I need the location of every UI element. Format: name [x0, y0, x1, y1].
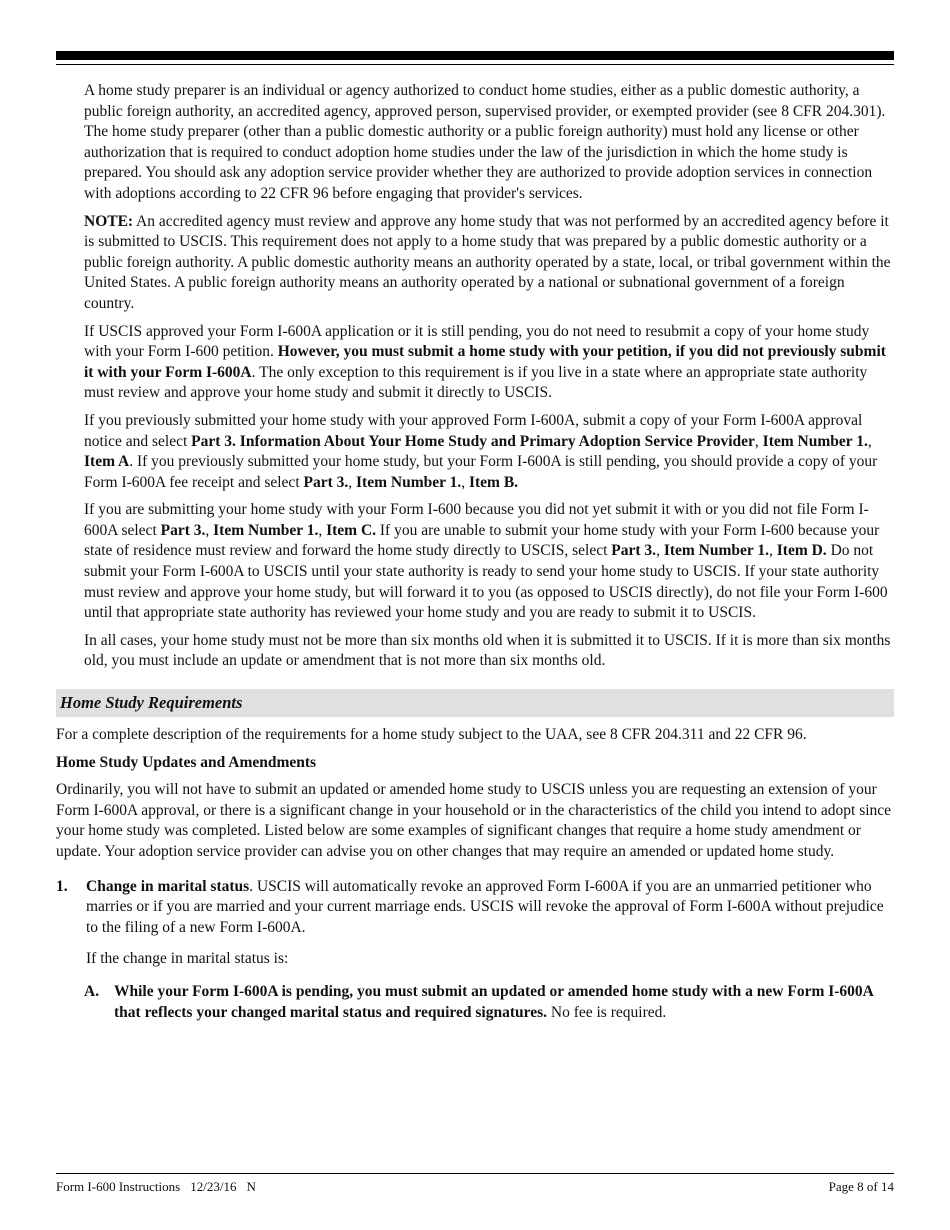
- list-item-marital-status: [56, 877, 894, 970]
- list-item-body: Change in marital status. USCIS will automatically revoke an approved Form I-600A if you are an unmarried petitioner who marries or if you are married and your current marriage ends. USCIS will revoke the approval of Form I-600A without prejudice to the filing of a new Form I-600A. If the change in marital status is:: [86, 877, 894, 970]
- sub-item-letter: A.: [84, 982, 100, 1000]
- paragraph-note: NOTE: An accredited agency must review and approve any home study that was not performed by an accredited agency before it is submitted to USCIS. This requirement does not apply to a home study that was prepared by a public domestic authority or a public foreign authority. A public domestic authority means an authority operated by a state, local, or tribal government within the United States. A public foreign authority means an authority operated by a national or subnational government of a foreign country.: [84, 212, 891, 312]
- intro-section: [56, 81, 894, 672]
- section-title-home-study-requirements: Home Study Requirements: [56, 689, 894, 717]
- header-bar: [56, 51, 894, 60]
- list-item-title: Change in marital status: [86, 877, 250, 895]
- paragraph-home-study-preparer: A home study preparer is an individual or agency authorized to conduct home studies, either as a public domestic authority, a public foreign authority, an accredited agency, approved person, supervised provider, or exempted provider (see 8 CFR 204.301). The home study preparer (other than a public domestic authority or a public foreign authority) must hold any license or other authorization that is required to conduct adoption home studies under the law of the jurisdiction in which the home study is prepared. You should ask any adoption service provider whether they are authorized to provide adoption services in connection with adoptions according to 22 CFR 96 before engaging that provider's services.: [84, 82, 886, 202]
- list-number: 1.: [56, 877, 68, 895]
- paragraph-six-months: In all cases, your home study must not be more than six months old when it is submitted it to USCIS. If it is more than six months old, you must include an update or amendment that is not more than six months old.: [84, 631, 891, 670]
- paragraph-i600a-approved: If USCIS approved your Form I-600A application or it is still pending, you do not need to resubmit a copy of your home study with your Form I-600 petition. However, you must submit a home study with your petition, if you did not previously submit it with your Form I-600A. The only exception to this requirement is if you live in a state where an appropriate state authority must review and approve your home study and submit it directly to USCIS.: [84, 322, 886, 402]
- paragraph-updates-body: Ordinarily, you will not have to submit an updated or amended home study to USCIS unless you are requesting an extension of your Form I-600A approval, or there is a significant change in your household or in the characteristics of the child you intend to adopt since your home study was completed. Listed below are some examples of significant changes that require a home study amendment or update. Your adoption service provider can advise you on other changes that may require an amended or updated home study.: [56, 781, 892, 860]
- header-rule: [56, 64, 894, 65]
- footer-rule: [56, 1173, 894, 1174]
- paragraph-previously-submitted: If you previously submitted your home study with your approved Form I-600A, submit a copy of your Form I-600A approval notice and select Part 3. Information About Your Home Study and Primary Adoption Service Provider, Item Number 1., Item A. If you previously submitted your home study, but your Form I-600A is still pending, you should provide a copy of your Form I-600A fee receipt and select Part 3., Item Number 1., Item B.: [84, 411, 878, 491]
- footer-date: 12/23/16: [190, 1179, 237, 1194]
- section-description: For a complete description of the requirements for a home study subject to the UAA, see 8 CFR 204.311 and 22 CFR 96.: [56, 726, 807, 744]
- paragraph-submitting-with-i600: If you are submitting your home study with your Form I-600 because you did not yet submit it with or you did not file Form I-600A select Part 3., Item Number 1., Item C. If you are unable to submit your home study with your Form I-600 because your state of residence must review and forward the home study directly to USCIS, select Part 3., Item Number 1., Item D. Do not submit your Form I-600A to USCIS until your state authority is ready to send your home study to USCIS. If your state authority must review and approve your home study, but will forward it to you (as opposed to USCIS directly), do not file your Form I-600 until that appropriate state authority has reviewed your home study and you are ready to submit it to USCIS.: [84, 501, 888, 622]
- footer-edition: N: [246, 1179, 256, 1194]
- sub-item-body: While your Form I-600A is pending, you must submit an updated or amended home study with a new Form I-600A that reflects your changed marital status and required signatures. No fee is required.: [114, 982, 874, 1021]
- footer-form-info: [56, 1179, 256, 1195]
- note-label: NOTE:: [84, 212, 134, 230]
- sub-item-a: [56, 982, 894, 1023]
- footer-form-name: Form I-600 Instructions: [56, 1179, 181, 1194]
- lead-in-text: If the change in marital status is:: [86, 950, 289, 968]
- subheading-updates-amendments: Home Study Updates and Amendments: [56, 753, 317, 771]
- footer-page-number: Page 8 of 14: [828, 1179, 894, 1194]
- page-content: [56, 81, 894, 1023]
